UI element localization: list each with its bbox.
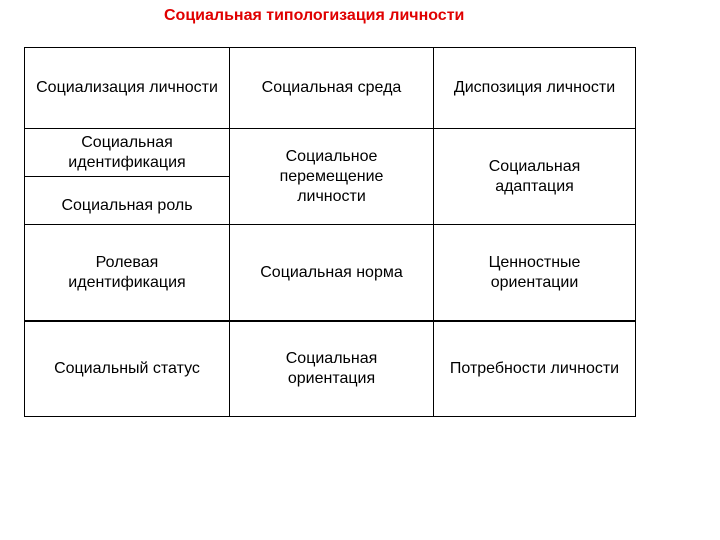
cell-text: Потребности личности xyxy=(449,360,620,377)
cell-text: Диспозиция личности xyxy=(453,79,616,96)
table-cell xyxy=(434,225,635,320)
table-cell xyxy=(25,129,229,176)
table-cell xyxy=(230,48,433,128)
table-cell xyxy=(434,322,635,416)
table-cell xyxy=(25,48,229,128)
cell-text: Ценностные ориентации xyxy=(488,253,581,291)
cell-text: Социальное перемещение личности xyxy=(279,147,384,205)
table-cell xyxy=(25,177,229,224)
cell-text: Ролевая идентификация xyxy=(68,253,186,291)
cell-text: Социальная ориентация xyxy=(285,350,378,387)
cell-text: Социальная норма xyxy=(260,263,403,281)
table-cell xyxy=(230,225,433,320)
cell-text: Социальный статус xyxy=(54,360,200,377)
cell-text: Социализация личности xyxy=(36,79,218,96)
table-cell xyxy=(230,129,433,224)
cell-text: Социальная роль xyxy=(61,196,193,214)
table-cell xyxy=(434,48,635,128)
cell-text: Социальная адаптация xyxy=(488,157,581,195)
typology-table xyxy=(24,47,636,417)
table-cell xyxy=(25,322,229,416)
cell-text: Социальная идентификация xyxy=(68,133,186,171)
table-cell xyxy=(230,322,433,416)
page-title: Социальная типологизация личности xyxy=(164,7,465,24)
cell-text: Социальная среда xyxy=(261,79,402,96)
table-cell xyxy=(434,129,635,224)
table-cell xyxy=(25,225,229,320)
